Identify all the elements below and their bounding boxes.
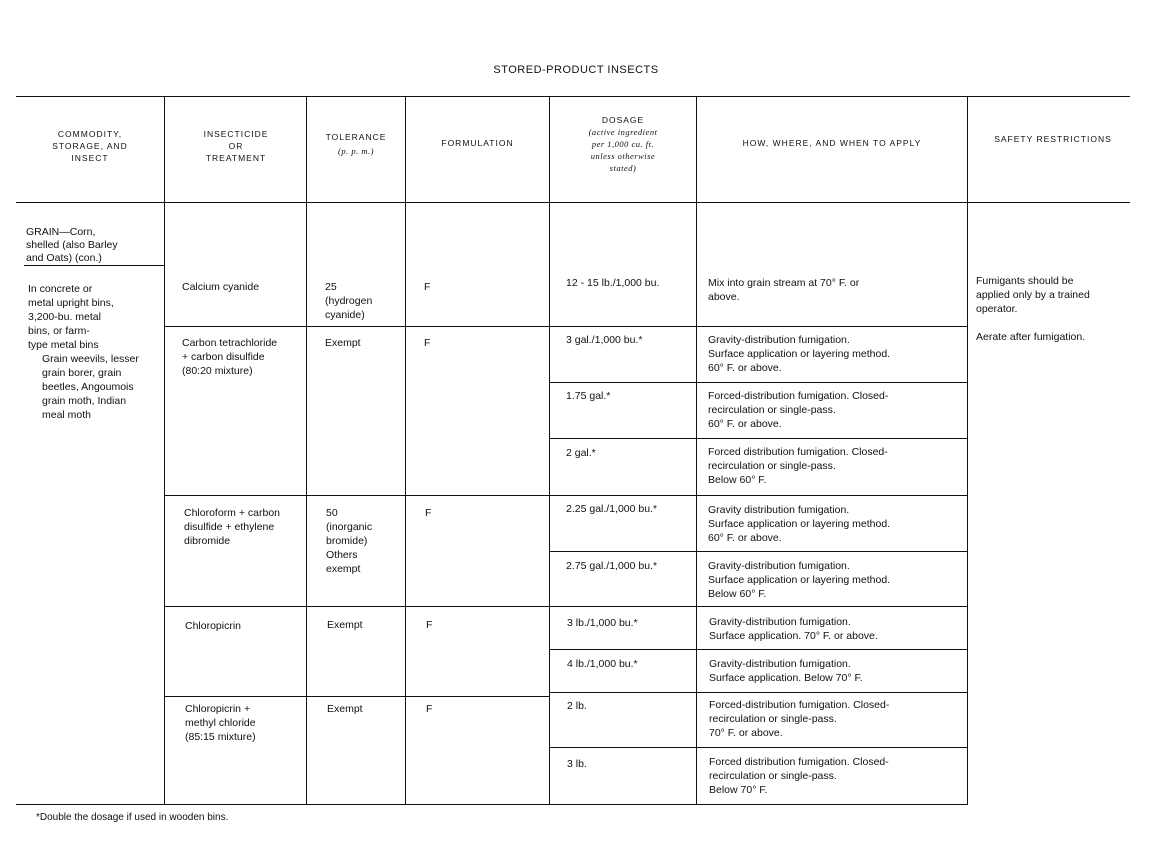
dosage-cell: 2.75 gal./1,000 bu.* [566, 560, 658, 572]
header-tolerance: TOLERANCE [325, 132, 387, 142]
insecticide-cell: Chloropicrin [185, 620, 242, 632]
formulation-cell: F [426, 619, 433, 631]
tolerance-cell: 25 (hydrogen cyanide) [325, 281, 373, 321]
how-cell: Forced distribution fumigation. Closed- recirculation or single-pass. Below 70° F. [709, 756, 889, 796]
insecticide-cell: Chloroform + carbon disulfide + ethylene dibromide [184, 507, 281, 547]
insecticide-cell: Calcium cyanide [182, 281, 260, 293]
header-dosage: DOSAGE [601, 115, 645, 125]
header-dosage-note: (active ingredient per 1,000 cu. ft. unless otherwise stated) [588, 127, 658, 173]
formulation-cell: F [424, 337, 431, 349]
page-title: STORED-PRODUCT INSECTS [493, 64, 659, 76]
how-cell: Forced-distribution fumigation. Closed- recirculation or single-pass. 70° F. or above. [709, 699, 890, 739]
insecticide-cell: Carbon tetrachloride + carbon disulfide (80:20 mixture) [182, 337, 278, 377]
tolerance-cell: Exempt [327, 619, 363, 631]
how-cell: Forced distribution fumigation. Closed- recirculation or single-pass. Below 60° F. [708, 446, 888, 486]
how-cell: Forced-distribution fumigation. Closed- recirculation or single-pass. 60° F. or above. [708, 390, 889, 430]
dosage-cell: 3 lb. [567, 758, 587, 770]
tolerance-cell: Exempt [325, 337, 361, 349]
how-cell: Gravity distribution fumigation. Surface application or layering method. 60° F. or above. [708, 504, 891, 544]
dosage-cell: 1.75 gal.* [566, 390, 611, 402]
dosage-cell: 2 lb. [567, 700, 587, 712]
safety-operator: Fumigants should be applied only by a trained operator. [976, 275, 1090, 315]
formulation-cell: F [426, 703, 433, 715]
dosage-cell: 4 lb./1,000 bu.* [567, 658, 638, 670]
header-safety: SAFETY RESTRICTIONS [994, 134, 1112, 144]
header-tolerance-unit: (p. p. m.) [338, 146, 374, 156]
commodity-insects: Grain weevils, lesser grain borer, grain beetles, Angoumois grain moth, Indian meal moth [42, 353, 139, 421]
safety-aerate: Aerate after fumigation. [976, 331, 1086, 343]
insecticide-cell: Chloropicrin + methyl chloride (85:15 mixture) [185, 703, 256, 743]
how-cell: Gravity-distribution fumigation. Surface application or layering method. 60° F. or above. [708, 334, 891, 374]
footnote: *Double the dosage if used in wooden bins. [36, 812, 229, 823]
how-cell: Gravity-distribution fumigation. Surface application or layering method. Below 60° F. [708, 560, 891, 600]
commodity-storage: In concrete or metal upright bins, 3,200-bu. metal bins, or farm- type metal bins [28, 283, 114, 351]
header-how: HOW, WHERE, AND WHEN TO APPLY [742, 138, 922, 148]
formulation-cell: F [424, 281, 431, 293]
dosage-cell: 3 lb./1,000 bu.* [567, 617, 638, 629]
dosage-cell: 3 gal./1,000 bu.* [566, 334, 643, 346]
how-cell: Mix into grain stream at 70° F. or above. [708, 277, 860, 303]
formulation-cell: F [425, 507, 432, 519]
dosage-cell: 2.25 gal./1,000 bu.* [566, 503, 658, 515]
how-cell: Gravity-distribution fumigation. Surface application. Below 70° F. [709, 658, 863, 684]
tolerance-cell: Exempt [327, 703, 363, 715]
header-formulation: FORMULATION [441, 138, 514, 148]
header-commodity: COMMODITY, STORAGE, AND INSECT [52, 129, 128, 163]
commodity-name: GRAIN—Corn, shelled (also Barley and Oats) (con.) [26, 226, 118, 264]
dosage-cell: 2 gal.* [566, 447, 596, 459]
how-cell: Gravity-distribution fumigation. Surface application. 70° F. or above. [709, 616, 878, 642]
tolerance-cell: 50 (inorganic bromide) Others exempt [326, 507, 373, 575]
dosage-cell: 12 - 15 lb./1,000 bu. [566, 277, 660, 289]
header-insecticide: INSECTICIDE OR TREATMENT [203, 129, 269, 163]
